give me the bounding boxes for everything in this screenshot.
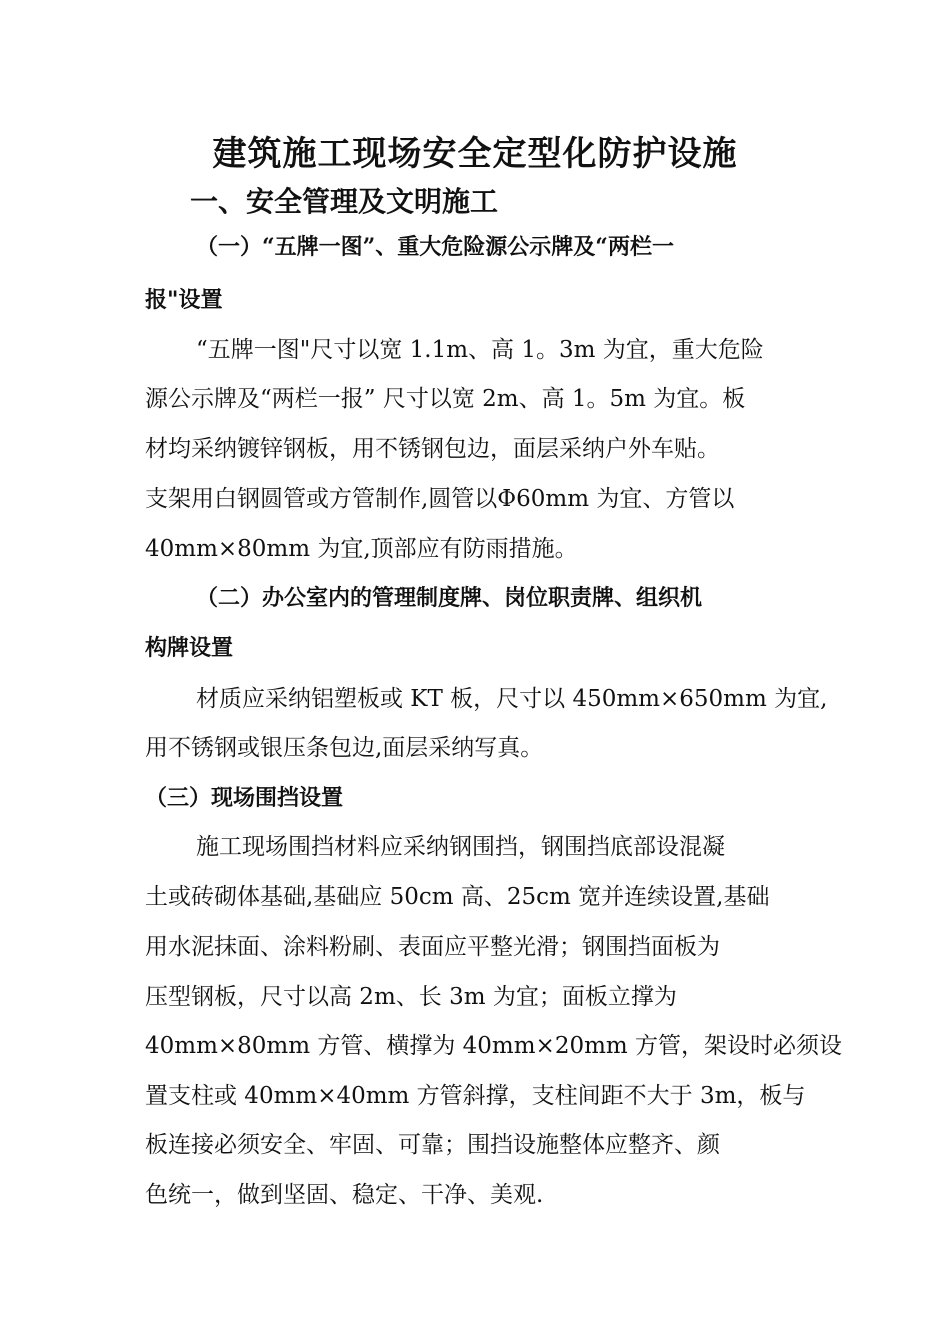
paragraph-2-line-2: 用不锈钢或银压条包边,面层采纳写真。: [145, 735, 544, 761]
paragraph-3-line-2: 土或砖砌体基础,基础应 50cm 高、25cm 宽并连续设置,基础: [145, 884, 770, 910]
subheading-1-line-2: 报"设置: [145, 287, 223, 313]
paragraph-3-line-1: 施工现场围挡材料应采纳钢围挡，钢围挡底部设混凝: [196, 834, 725, 860]
paragraph-1-line-4: 支架用白钢圆管或方管制作,圆管以Φ60mm 为宜、方管以: [145, 486, 735, 512]
subheading-1-line-1: （一）“五牌一图”、重大危险源公示牌及“两栏一: [196, 234, 674, 260]
paragraph-1-line-2: 源公示牌及“两栏一报” 尺寸以宽 2m、高 1。5m 为宜。板: [145, 386, 746, 412]
paragraph-3-line-7: 板连接必须安全、牢固、可靠；围挡设施整体应整齐、颜: [145, 1132, 720, 1158]
subheading-2-line-1: （二）办公室内的管理制度牌、岗位职责牌、组织机: [196, 585, 703, 611]
paragraph-2-line-1: 材质应采纳铝塑板或 KT 板，尺寸以 450mm×650mm 为宜,: [196, 686, 828, 712]
subheading-2-line-2: 构牌设置: [145, 635, 234, 661]
paragraph-3-line-8: 色统一，做到坚固、稳定、干净、美观.: [145, 1182, 544, 1208]
paragraph-3-line-5: 40mm×80mm 方管、横撑为 40mm×20mm 方管，架设时必须设: [145, 1033, 843, 1059]
paragraph-3-line-4: 压型钢板，尺寸以高 2m、长 3m 为宜；面板立撑为: [145, 984, 677, 1010]
paragraph-3-line-6: 置支柱或 40mm×40mm 方管斜撑，支柱间距不大于 3m，板与: [145, 1083, 806, 1109]
subheading-3: （三）现场围挡设置: [145, 785, 344, 811]
paragraph-1-line-1: “五牌一图"尺寸以宽 1.1m、高 1。3m 为宜，重大危险: [196, 337, 764, 363]
section-heading-1: 一、安全管理及文明施工: [190, 185, 499, 218]
paragraph-3-line-3: 用水泥抹面、涂料粉刷、表面应平整光滑；钢围挡面板为: [145, 934, 720, 960]
document-title: 建筑施工现场安全定型化防护设施: [212, 134, 738, 174]
paragraph-1-line-5: 40mm×80mm 为宜,顶部应有防雨措施。: [145, 536, 578, 562]
paragraph-1-line-3: 材均采纳镀锌钢板，用不锈钢包边，面层采纳户外车贴。: [145, 436, 720, 462]
